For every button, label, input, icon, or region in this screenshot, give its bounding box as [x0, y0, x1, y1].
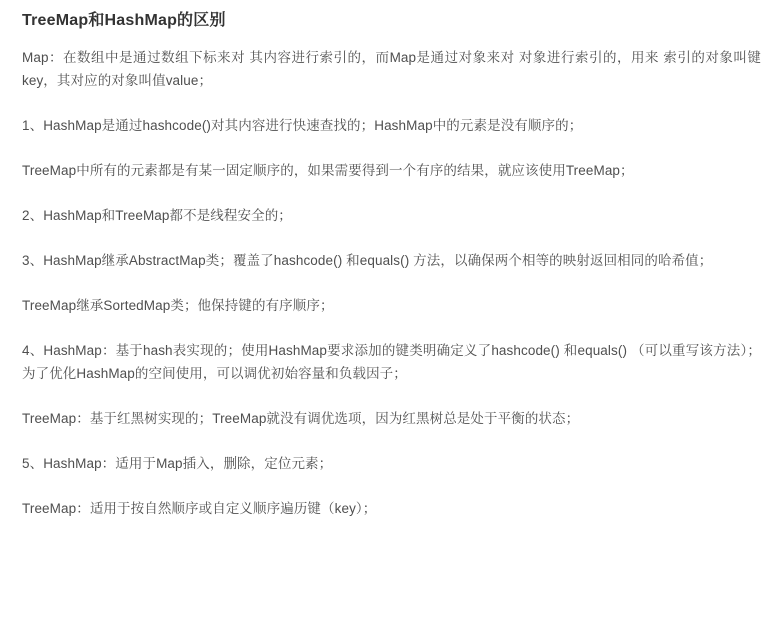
paragraph-4: 2、HashMap和TreeMap都不是线程安全的； [22, 208, 292, 223]
paragraph-6: TreeMap继承SortedMap类；他保持键的有序顺序； [22, 298, 334, 313]
paragraph-7: 4、HashMap：基于hash表实现的；使用HashMap要求添加的键类明确定义了hashcode() 和equals() （可以重写该方法）；为了优化HashMap的空间使用，可以调优初始容量和负载因子； [22, 343, 761, 381]
paragraph-2: 1、HashMap是通过hashcode()对其内容进行快速查找的；HashMap中的元素是没有顺序的； [22, 118, 583, 133]
page-title: TreeMap和HashMap的区别 [22, 12, 226, 29]
paragraph-5: 3、HashMap继承AbstractMap类；覆盖了hashcode() 和equals() 方法，以确保两个相等的映射返回相同的哈希值； [22, 253, 713, 268]
paragraph-1: Map：在数组中是通过数组下标来对 其内容进行索引的，而Map是通过对象来对 对象进行索引的，用来 索引的对象叫键key，其对应的对象叫值value； [22, 50, 761, 88]
paragraph-3: TreeMap中所有的元素都是有某一固定顺序的，如果需要得到一个有序的结果，就应该使用TreeMap； [22, 163, 634, 178]
paragraph-8: TreeMap：基于红黑树实现的；TreeMap就没有调优选项，因为红黑树总是处于平衡的状态； [22, 411, 580, 426]
paragraph-10: TreeMap：适用于按自然顺序或自定义顺序遍历键（key）； [22, 501, 377, 516]
paragraph-9: 5、HashMap：适用于Map插入，删除，定位元素； [22, 456, 333, 471]
